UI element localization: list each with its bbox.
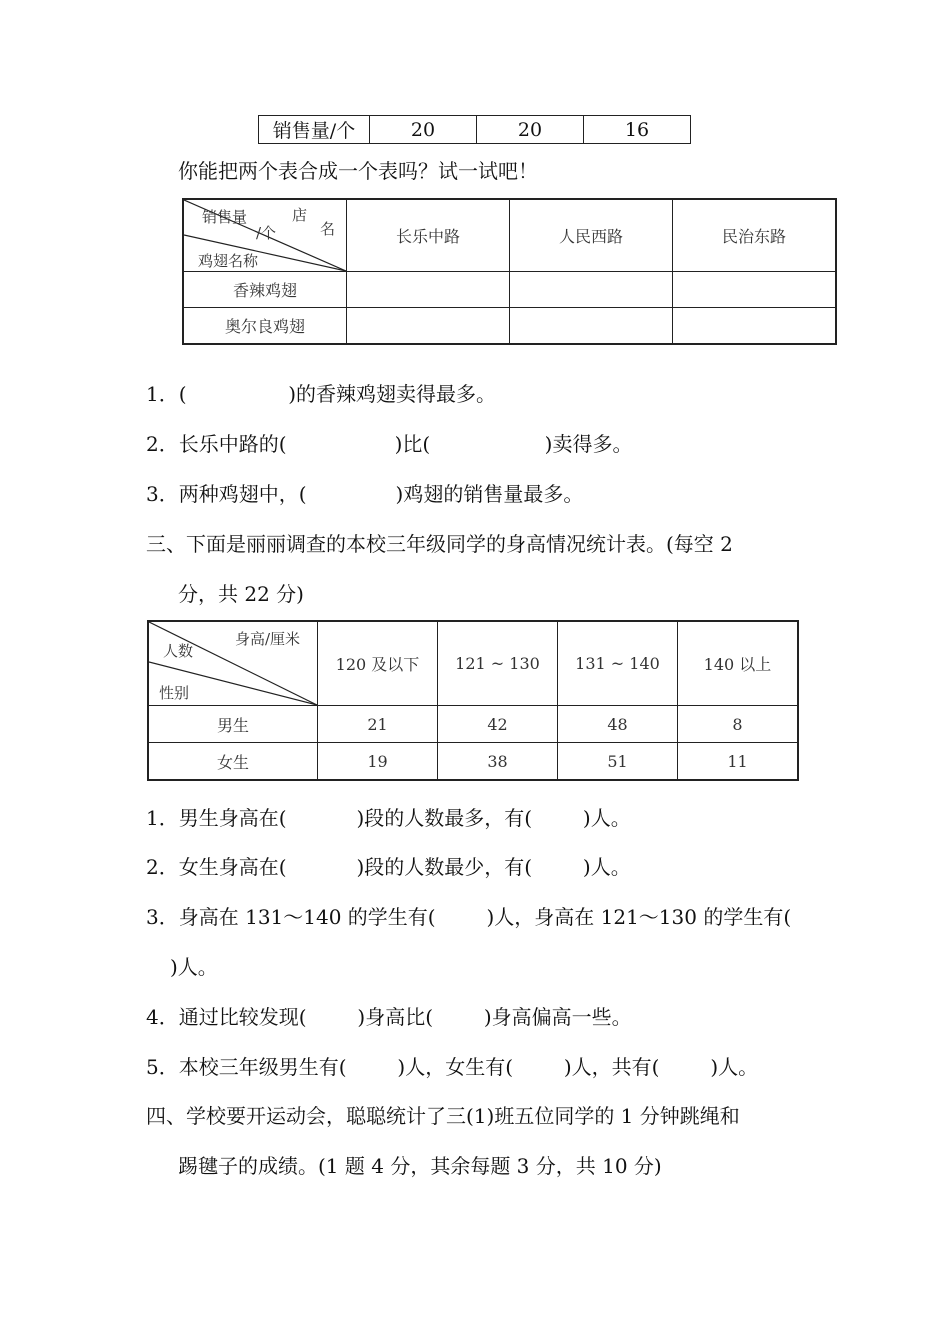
table-cell: 42 bbox=[438, 706, 558, 743]
question-number: 1． bbox=[146, 806, 179, 830]
question-item-cont bbox=[170, 953, 218, 981]
question-item bbox=[146, 430, 632, 458]
diagonal-header bbox=[183, 199, 347, 272]
column-header: 120 及以下 bbox=[318, 621, 438, 706]
sales-row-label: 销售量/个 bbox=[259, 116, 370, 144]
empty-cell bbox=[510, 308, 673, 345]
question-item bbox=[146, 480, 583, 508]
header-sales-unit: /个 bbox=[256, 224, 277, 242]
question-number: 3． bbox=[146, 905, 179, 929]
question-text: 通过比较发现( )身高比( )身高偏高一些。 bbox=[178, 1005, 632, 1029]
question-number: 2． bbox=[146, 855, 179, 879]
height-table bbox=[147, 620, 799, 781]
column-header: 长乐中路 bbox=[347, 199, 510, 272]
question-item bbox=[146, 380, 496, 408]
row-label: 男生 bbox=[148, 706, 318, 743]
header-wing-name: 鸡翅名称 bbox=[198, 252, 259, 270]
row-label: 奥尔良鸡翅 bbox=[183, 308, 347, 345]
column-header: 140 以上 bbox=[678, 621, 799, 706]
section-title: 四、学校要开运动会，聪聪统计了三(1)班五位同学的 1 分钟跳绳和 bbox=[146, 1104, 740, 1128]
empty-cell bbox=[510, 272, 673, 308]
table-row bbox=[259, 116, 691, 144]
table-cell: 51 bbox=[558, 743, 678, 781]
table-cell: 11 bbox=[678, 743, 799, 781]
table-row bbox=[148, 743, 798, 781]
column-header: 121 ~ 130 bbox=[438, 621, 558, 706]
row-label: 女生 bbox=[148, 743, 318, 781]
column-header: 131 ~ 140 bbox=[558, 621, 678, 706]
question-item bbox=[146, 1003, 632, 1031]
question-text: ( )的香辣鸡翅卖得最多。 bbox=[178, 382, 497, 406]
header-name: 名 bbox=[320, 220, 336, 238]
question-number: 1． bbox=[146, 382, 179, 406]
question-text: 本校三年级男生有( )人，女生有( )人，共有( )人。 bbox=[178, 1055, 759, 1079]
combine-prompt: 你能把两个表合成一个表吗？试一试吧！ bbox=[178, 159, 538, 183]
column-header: 民治东路 bbox=[673, 199, 837, 272]
row-label: 香辣鸡翅 bbox=[183, 272, 347, 308]
table-row bbox=[183, 308, 836, 345]
section-title: 三、下面是丽丽调查的本校三年级同学的身高情况统计表。(每空 2 bbox=[146, 532, 733, 556]
question-text: 两种鸡翅中，( )鸡翅的销售量最多。 bbox=[178, 482, 584, 506]
table-cell: 8 bbox=[678, 706, 799, 743]
question-item bbox=[146, 804, 631, 832]
section-title-cont: 分，共 22 分) bbox=[178, 582, 304, 606]
table-row bbox=[183, 199, 836, 272]
wing-table bbox=[182, 198, 837, 345]
diagonal-header bbox=[148, 621, 318, 706]
sales-row-table bbox=[258, 115, 691, 144]
table-row bbox=[148, 621, 798, 706]
table-cell: 21 bbox=[318, 706, 438, 743]
question-text: 女生身高在( )段的人数最少，有( )人。 bbox=[178, 855, 631, 879]
table-cell: 19 bbox=[318, 743, 438, 781]
header-sales: 销售量 bbox=[202, 208, 248, 226]
question-text: 长乐中路的( )比( )卖得多。 bbox=[178, 432, 633, 456]
column-header: 人民西路 bbox=[510, 199, 673, 272]
empty-cell bbox=[673, 272, 837, 308]
header-store: 店 bbox=[292, 206, 308, 224]
empty-cell bbox=[673, 308, 837, 345]
table-cell: 48 bbox=[558, 706, 678, 743]
question-number: 2． bbox=[146, 432, 179, 456]
question-item bbox=[146, 1053, 758, 1081]
header-height: 身高/厘米 bbox=[235, 630, 301, 648]
table-cell: 38 bbox=[438, 743, 558, 781]
empty-cell bbox=[347, 308, 510, 345]
sales-value: 20 bbox=[477, 116, 584, 144]
question-number: 5． bbox=[146, 1055, 179, 1079]
empty-cell bbox=[347, 272, 510, 308]
header-count: 人数 bbox=[163, 642, 194, 660]
section-title-cont: 踢毽子的成绩。(1 题 4 分，其余每题 3 分，共 10 分) bbox=[178, 1154, 662, 1178]
question-text: 身高在 131～140 的学生有( )人，身高在 121～130 的学生有( bbox=[178, 905, 792, 929]
sales-value: 20 bbox=[370, 116, 477, 144]
question-number: 4． bbox=[146, 1005, 179, 1029]
question-text: 男生身高在( )段的人数最多，有( )人。 bbox=[178, 806, 631, 830]
sales-value: 16 bbox=[584, 116, 691, 144]
question-text: )人。 bbox=[170, 955, 218, 979]
question-item bbox=[146, 903, 791, 931]
table-row bbox=[183, 272, 836, 308]
header-gender: 性别 bbox=[159, 684, 190, 702]
question-number: 3． bbox=[146, 482, 179, 506]
question-item bbox=[146, 853, 631, 881]
table-row bbox=[148, 706, 798, 743]
